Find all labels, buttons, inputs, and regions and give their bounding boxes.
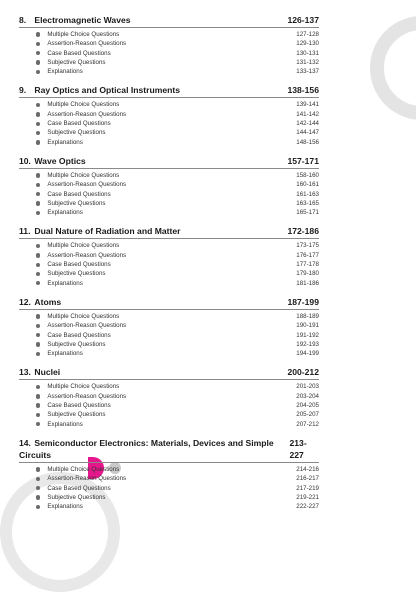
toc-list-item[interactable] — [19, 331, 319, 340]
chapter-page-range: 187-199 — [287, 296, 319, 307]
chapter-title: Atoms — [34, 296, 62, 307]
bullet-icon — [36, 51, 40, 55]
toc-item-label-group — [36, 392, 126, 401]
toc-item-page-range: 203-204 — [296, 392, 319, 400]
toc-item-label: Case Based Questions — [47, 120, 111, 128]
bullet-icon — [36, 42, 40, 46]
toc-list-item[interactable] — [19, 484, 319, 493]
bullet-icon — [36, 211, 40, 215]
chapter-title: Ray Optics and Optical Instruments — [34, 85, 181, 96]
toc-item-label: Assertion-Reason Questions — [47, 475, 127, 483]
chapter-title-group — [19, 84, 180, 96]
toc-item-page-range: 201-203 — [296, 383, 319, 391]
bullet-icon — [36, 352, 40, 356]
toc-item-label: Multiple Choice Questions — [47, 465, 120, 473]
toc-item-label-group — [36, 110, 126, 119]
toc-list-item[interactable] — [19, 340, 319, 349]
toc-item-label: Subjective Questions — [47, 411, 106, 419]
toc-item-page-range: 214-216 — [296, 465, 319, 473]
bullet-icon — [36, 477, 40, 481]
toc-item-label: Subjective Questions — [47, 340, 106, 348]
toc-item-label: Explanations — [47, 138, 83, 146]
bullet-icon — [36, 281, 40, 285]
chapter-number: 8. — [19, 15, 27, 25]
toc-item-label-group — [36, 241, 119, 250]
toc-item-label-group — [36, 58, 106, 67]
toc-item-page-range: 173-175 — [296, 242, 319, 250]
toc-list-item[interactable] — [19, 119, 319, 128]
bullet-icon — [36, 201, 40, 205]
bullet-icon — [36, 505, 40, 509]
toc-item-page-range: 181-186 — [296, 279, 319, 287]
toc-item-label: Case Based Questions — [47, 402, 111, 410]
toc-item-label-group — [36, 128, 106, 137]
toc-item-page-range: 139-141 — [296, 101, 319, 109]
toc-item-label: Assertion-Reason Questions — [47, 110, 127, 118]
toc-list-item[interactable] — [19, 208, 319, 217]
toc-item-label: Subjective Questions — [47, 270, 106, 278]
toc-list-item[interactable] — [19, 30, 319, 39]
toc-item-page-range: 142-144 — [296, 120, 319, 128]
toc-item-page-range: 160-161 — [296, 181, 319, 189]
toc-item-page-range: 163-165 — [296, 199, 319, 207]
bullet-icon — [36, 244, 40, 248]
toc-item-label: Multiple Choice Questions — [47, 31, 120, 38]
chapter-section — [19, 437, 319, 511]
toc-item-label-group — [36, 138, 83, 147]
toc-list-item[interactable] — [19, 49, 319, 58]
bullet-icon — [36, 403, 40, 407]
chapter-number: 11. — [19, 226, 31, 237]
chapter-title-group — [19, 14, 131, 26]
toc-item-label: Assertion-Reason Questions — [47, 322, 127, 330]
chapter-number: 10. — [19, 155, 31, 166]
chapter-heading[interactable] — [19, 296, 319, 310]
toc-list-item[interactable] — [19, 171, 319, 180]
chapter-item-list — [19, 382, 319, 428]
toc-item-page-range: 158-160 — [296, 171, 319, 179]
bullet-icon — [36, 272, 40, 276]
chapter-item-list — [19, 171, 319, 217]
toc-item-label: Multiple Choice Questions — [47, 312, 120, 320]
toc-list-item[interactable] — [19, 128, 319, 137]
table-of-contents — [19, 14, 319, 519]
chapter-page-range: 138-156 — [287, 85, 319, 96]
chapter-number: 13. — [19, 367, 31, 378]
bullet-icon — [36, 131, 40, 135]
toc-list-item[interactable] — [19, 493, 319, 502]
chapter-number: 14. — [19, 437, 31, 448]
toc-item-label-group — [36, 199, 106, 208]
chapter-heading[interactable] — [19, 14, 319, 28]
bullet-icon — [36, 140, 40, 144]
bullet-icon — [36, 173, 40, 177]
toc-list-item[interactable] — [19, 410, 319, 419]
toc-item-label: Subjective Questions — [47, 199, 106, 207]
bullet-icon — [36, 192, 40, 196]
toc-item-label-group — [36, 279, 83, 288]
toc-list-item[interactable] — [19, 100, 319, 109]
toc-item-page-range: 165-171 — [296, 209, 319, 217]
toc-item-label-group — [36, 100, 119, 109]
toc-item-page-range: 190-191 — [296, 322, 319, 330]
toc-list-item[interactable] — [19, 349, 319, 358]
toc-list-item[interactable] — [19, 67, 319, 76]
toc-item-label: Multiple Choice Questions — [47, 242, 120, 250]
chapter-item-list — [19, 30, 319, 76]
toc-item-label-group — [36, 119, 111, 128]
toc-item-label-group — [36, 484, 111, 493]
chapter-section — [19, 14, 319, 76]
bullet-icon — [36, 103, 40, 107]
chapter-page-range: 126-137 — [287, 15, 319, 25]
bullet-icon — [36, 122, 40, 126]
bullet-icon — [36, 32, 40, 36]
chapter-title: Electromagnetic Waves — [34, 15, 131, 25]
bullet-icon — [36, 70, 40, 74]
toc-item-page-range: 217-219 — [296, 484, 319, 492]
toc-item-label-group — [36, 251, 126, 260]
toc-list-item[interactable] — [19, 279, 319, 288]
toc-item-label: Case Based Questions — [47, 190, 111, 198]
toc-item-page-range: 188-189 — [296, 312, 319, 320]
chapter-section — [19, 366, 319, 428]
toc-item-page-range: 222-227 — [296, 503, 319, 511]
chapter-heading[interactable] — [19, 155, 319, 169]
toc-item-page-range: 192-193 — [296, 340, 319, 348]
chapter-number: 12. — [19, 296, 31, 307]
toc-item-label: Explanations — [47, 503, 83, 511]
toc-item-label-group — [36, 340, 106, 349]
toc-list-item[interactable] — [19, 321, 319, 330]
toc-item-label-group — [36, 30, 119, 39]
chapter-heading[interactable] — [19, 225, 319, 239]
toc-list-item[interactable] — [19, 269, 319, 278]
chapter-section — [19, 155, 319, 217]
chapter-page-range: 172-186 — [287, 226, 319, 237]
chapter-heading[interactable] — [19, 437, 319, 463]
toc-item-page-range: 177-178 — [296, 261, 319, 269]
toc-item-label-group — [36, 382, 119, 391]
toc-list-item[interactable] — [19, 58, 319, 67]
bullet-icon — [36, 413, 40, 417]
toc-item-label: Explanations — [47, 68, 83, 76]
chapter-title-group — [19, 366, 60, 378]
bullet-icon — [36, 183, 40, 187]
toc-list-item[interactable] — [19, 420, 319, 429]
toc-list-item[interactable] — [19, 474, 319, 483]
toc-item-label: Case Based Questions — [47, 49, 111, 57]
toc-item-label-group — [36, 401, 111, 410]
toc-list-item[interactable] — [19, 251, 319, 260]
toc-list-item[interactable] — [19, 241, 319, 250]
bullet-icon — [36, 394, 40, 398]
chapter-title-group — [19, 225, 181, 237]
toc-item-page-range: 205-207 — [296, 411, 319, 419]
bullet-icon — [36, 324, 40, 328]
bullet-icon — [36, 486, 40, 490]
chapter-section — [19, 225, 319, 287]
toc-item-label-group — [36, 321, 126, 330]
toc-item-label: Assertion-Reason Questions — [47, 181, 127, 189]
chapter-item-list — [19, 465, 319, 511]
bullet-icon — [36, 112, 40, 116]
toc-item-label-group — [36, 410, 106, 419]
chapter-item-list — [19, 312, 319, 358]
toc-list-item[interactable] — [19, 138, 319, 147]
toc-item-page-range: 144-147 — [296, 129, 319, 137]
bullet-icon — [36, 342, 40, 346]
toc-item-label-group — [36, 349, 83, 358]
toc-item-page-range: 133-137 — [296, 68, 319, 76]
toc-item-label: Subjective Questions — [47, 493, 106, 501]
toc-item-label-group — [36, 260, 111, 269]
toc-item-label: Assertion-Reason Questions — [47, 40, 127, 48]
chapter-title-group — [19, 437, 289, 461]
toc-item-page-range: 127-128 — [296, 31, 319, 38]
toc-item-label-group — [36, 208, 83, 217]
toc-list-item[interactable] — [19, 312, 319, 321]
toc-list-item[interactable] — [19, 110, 319, 119]
bullet-icon — [36, 422, 40, 426]
chapter-title: Nuclei — [34, 367, 61, 378]
chapter-item-list — [19, 100, 319, 146]
chapter-number: 9. — [19, 85, 27, 96]
chapter-title: Dual Nature of Radiation and Matter — [34, 226, 181, 237]
chapter-section — [19, 84, 319, 146]
toc-item-label: Multiple Choice Questions — [47, 171, 120, 179]
toc-item-label: Explanations — [47, 350, 83, 358]
toc-item-page-range: 131-132 — [296, 58, 319, 66]
toc-list-item[interactable] — [19, 199, 319, 208]
toc-item-label: Subjective Questions — [47, 129, 106, 137]
toc-list-item[interactable] — [19, 180, 319, 189]
bullet-icon — [36, 495, 40, 499]
toc-item-label-group — [36, 465, 119, 474]
toc-item-label: Assertion-Reason Questions — [47, 392, 127, 400]
toc-item-label-group — [36, 180, 126, 189]
toc-item-label: Explanations — [47, 279, 83, 287]
chapter-heading[interactable] — [19, 366, 319, 380]
toc-item-label-group — [36, 493, 106, 502]
toc-item-page-range: 207-212 — [296, 420, 319, 428]
toc-item-page-range: 179-180 — [296, 270, 319, 278]
chapter-title: Semiconductor Electronics: Materials, Devices and Simple Circuits — [19, 437, 274, 460]
chapter-page-range: 200-212 — [287, 367, 319, 378]
toc-list-item[interactable] — [19, 401, 319, 410]
chapter-heading[interactable] — [19, 84, 319, 98]
chapter-title-group — [19, 155, 86, 167]
bullet-icon — [36, 333, 40, 337]
toc-item-page-range: 219-221 — [296, 493, 319, 501]
toc-item-label-group — [36, 331, 111, 340]
toc-item-label-group — [36, 312, 119, 321]
toc-item-label: Multiple Choice Questions — [47, 101, 120, 109]
toc-item-page-range: 216-217 — [296, 475, 319, 483]
bullet-icon — [36, 385, 40, 389]
toc-item-label-group — [36, 49, 111, 58]
bullet-icon — [36, 314, 40, 318]
toc-item-label: Multiple Choice Questions — [47, 383, 120, 391]
toc-list-item[interactable] — [19, 260, 319, 269]
toc-list-item[interactable] — [19, 392, 319, 401]
toc-list-item[interactable] — [19, 190, 319, 199]
bullet-icon — [36, 467, 40, 471]
toc-item-label-group — [36, 420, 83, 429]
decorative-ring-top-right — [370, 16, 416, 120]
toc-item-label-group — [36, 190, 111, 199]
toc-item-page-range: 161-163 — [296, 190, 319, 198]
chapter-item-list — [19, 241, 319, 287]
toc-item-label-group — [36, 502, 83, 511]
toc-item-page-range: 141-142 — [296, 110, 319, 118]
chapter-page-range: 213-227 — [289, 437, 307, 460]
bullet-icon — [36, 263, 40, 267]
toc-item-label: Explanations — [47, 420, 83, 428]
toc-item-label-group — [36, 269, 106, 278]
chapter-title-group — [19, 296, 61, 308]
toc-list-item[interactable] — [19, 465, 319, 474]
toc-item-label: Explanations — [47, 209, 83, 217]
toc-list-item[interactable] — [19, 502, 319, 511]
bullet-icon — [36, 253, 40, 257]
toc-item-page-range: 194-199 — [296, 350, 319, 358]
chapter-section — [19, 296, 319, 358]
toc-item-label-group — [36, 39, 126, 48]
toc-item-label: Case Based Questions — [47, 261, 111, 269]
chapter-title: Wave Optics — [34, 155, 86, 166]
toc-item-label-group — [36, 171, 119, 180]
chapter-page-range: 157-171 — [287, 155, 319, 166]
toc-item-page-range: 204-205 — [296, 402, 319, 410]
toc-item-label: Case Based Questions — [47, 484, 111, 492]
toc-item-label: Case Based Questions — [47, 331, 111, 339]
toc-item-label-group — [36, 67, 83, 76]
bullet-icon — [36, 60, 40, 64]
toc-item-page-range: 129-130 — [296, 40, 319, 48]
toc-item-page-range: 176-177 — [296, 251, 319, 259]
toc-item-page-range: 130-131 — [296, 49, 319, 57]
toc-item-label: Assertion-Reason Questions — [47, 251, 127, 259]
toc-item-label-group — [36, 474, 126, 483]
toc-list-item[interactable] — [19, 382, 319, 391]
toc-item-label: Subjective Questions — [47, 58, 106, 66]
toc-list-item[interactable] — [19, 39, 319, 48]
toc-item-page-range: 191-192 — [296, 331, 319, 339]
toc-item-page-range: 148-156 — [296, 138, 319, 146]
